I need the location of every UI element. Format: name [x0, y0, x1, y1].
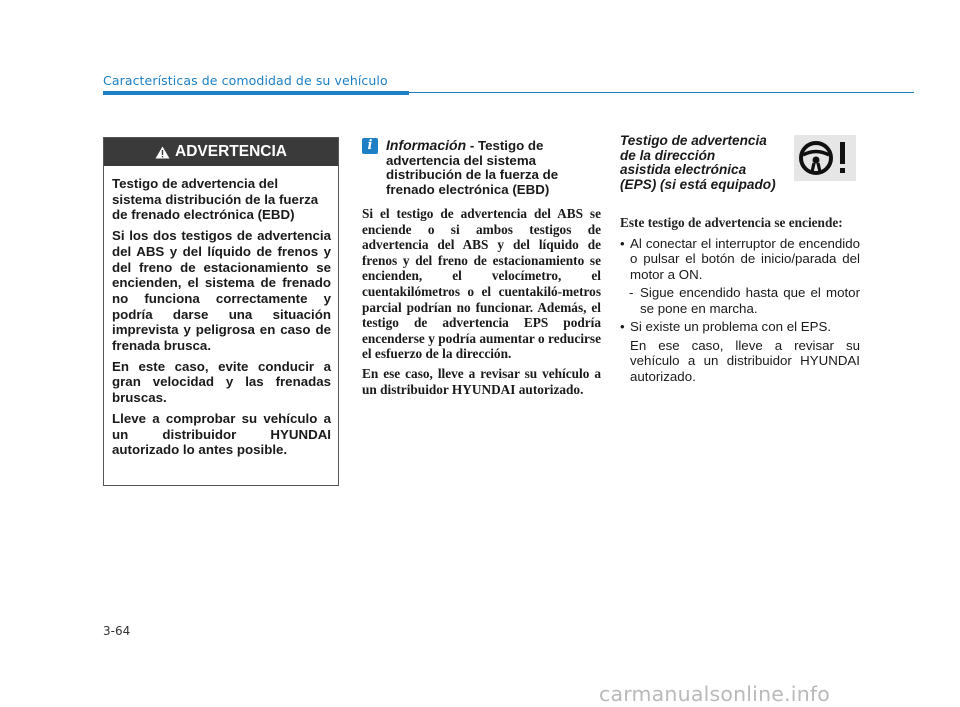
steering-warning-icon [794, 135, 856, 181]
header-rule-thick [103, 91, 409, 95]
bullet: • [620, 319, 625, 334]
warning-box [103, 137, 339, 486]
sub-list-item [620, 285, 860, 316]
info-paragraph: Si el testigo de advertencia del ABS se enciende o si ambos testigos de advertencia del ABS y del líquido de frenos y del freno de estacionamiento se encienden, el velocímetro, el cuentakilómetros o el cuentakiló-metros parcial podrían no funcionar. Además, el testigo de advertencia EPS podría encenderse y podría aumentar o reducirse el esfuerzo de la dirección. [362, 206, 601, 362]
eps-subheading: Este testigo de advertencia se enciende: [620, 215, 843, 230]
list-item-continuation: En ese caso, lleve a revisar su vehículo a un distribuidor HYUNDAI autorizado. [630, 337, 860, 384]
warning-body [104, 166, 338, 458]
list-item-text: Si existe un problema con el EPS. [630, 319, 832, 334]
list-item [620, 319, 860, 335]
header-rule-thin [409, 92, 914, 93]
info-text [362, 206, 601, 397]
info-lead: Información [386, 137, 467, 153]
info-section [362, 138, 601, 401]
warning-header [104, 138, 338, 166]
info-paragraph: En ese caso, lleve a revisar su vehículo a un distribuidor HYUNDAI autorizado. [362, 365, 601, 397]
warning-paragraph: Si los dos testigos de advertencia del ABS y del líquido de frenos y del freno de estacionamiento se encienden, el sistema de frenado no funciona correctamente y podría darse una situación imprevista y peligrosa en caso de frenada brusca. [112, 228, 331, 354]
warning-paragraph: En este caso, evite conducir a gran velocidad y las frenadas bruscas. [112, 358, 331, 406]
watermark: carmanualsonline.info [599, 682, 831, 706]
warning-label: ADVERTENCIA [175, 143, 287, 160]
warning-triangle-icon [155, 146, 170, 159]
eps-heading: Testigo de advertencia de la dirección asistida electrónica (EPS) (si está equipado) [620, 133, 776, 192]
info-icon: i [362, 138, 378, 154]
warning-paragraph: Lleve a comprobar su vehículo a un distribuidor HYUNDAI autorizado lo antes posible. [112, 410, 331, 458]
list-item [620, 236, 860, 283]
dash: - [629, 285, 634, 300]
sub-list-item-text: Sigue encendido hasta que el motor se pone en marcha. [640, 285, 860, 316]
section-title: Características de comodidad de su vehículo [103, 73, 388, 88]
bullet: • [620, 235, 625, 251]
list-item-text: Al conectar el interruptor de encendido o pulsar el botón de inicio/parada del motor a ON. [630, 235, 860, 282]
warning-title: Testigo de advertencia del sistema distribución de la fuerza de frenado electrónica (EBD) [112, 176, 319, 223]
info-title-text: - Testigo de advertencia del sistema distribución de la fuerza de frenado electrónica (EBD) [386, 138, 559, 197]
eps-list [620, 236, 860, 385]
info-title [386, 138, 601, 197]
page-number: 3-64 [103, 624, 131, 638]
